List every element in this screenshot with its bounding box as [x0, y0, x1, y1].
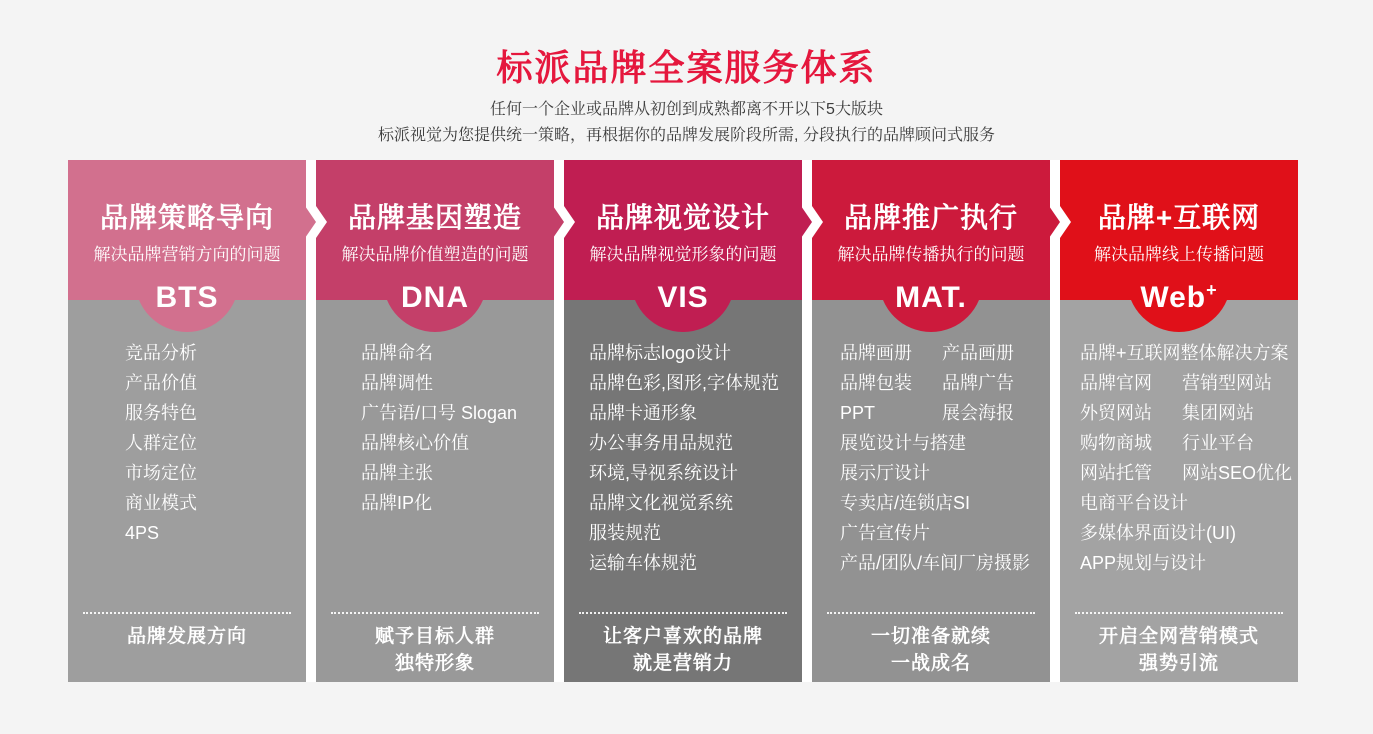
service-item-text: 网站托管: [1080, 463, 1152, 483]
service-item: [361, 398, 554, 428]
column-header: [316, 160, 554, 300]
column-code-text: DNA: [401, 281, 469, 314]
footer-line: 赋予目标人群: [374, 626, 495, 647]
footer-line: 品牌发展方向: [126, 626, 247, 647]
column-code-text: BTS: [155, 281, 219, 314]
column-subtitle: 解决品牌传播执行的问题: [837, 245, 1025, 264]
column-footer: [68, 614, 306, 682]
service-column: [812, 160, 1050, 682]
service-item-text: 多媒体界面设计(UI): [1080, 523, 1236, 543]
column-subtitle: 解决品牌营销方向的问题: [93, 245, 281, 264]
column-code-text: MAT.: [895, 281, 967, 314]
service-item: [125, 458, 306, 488]
service-item: [589, 338, 802, 368]
service-item-text: 环境,导视系统设计: [589, 463, 739, 483]
service-column: [1060, 160, 1298, 682]
column-body: [1060, 300, 1298, 682]
footer-line: 就是营销力: [632, 653, 733, 674]
service-item-text: 集团网站: [1182, 403, 1254, 423]
service-item: [1080, 518, 1298, 548]
service-item-text: 品牌核心价值: [361, 433, 469, 453]
service-item-text: 展览设计与搭建: [840, 433, 966, 453]
service-item-text: 购物商城: [1080, 433, 1152, 453]
service-item: [361, 488, 554, 518]
service-item: [840, 368, 1050, 398]
service-column: [68, 160, 306, 682]
service-item: [589, 548, 802, 578]
service-item-text: 电商平台设计: [1080, 493, 1188, 513]
service-item-text: 品牌色彩,图形,字体规范: [589, 373, 780, 393]
footer-line: 强势引流: [1138, 653, 1219, 674]
service-item: [840, 428, 1050, 458]
service-item-text: 专卖店/连锁店SI: [840, 493, 971, 513]
column-header: [812, 160, 1050, 300]
service-item-text: 运输车体规范: [589, 553, 697, 573]
service-list: [316, 300, 554, 612]
service-item: [1080, 488, 1298, 518]
service-item: [840, 458, 1050, 488]
service-item-text: 产品价值: [125, 373, 197, 393]
column-code: [564, 280, 802, 315]
service-column: [316, 160, 554, 682]
service-item-text: 展示厅设计: [840, 463, 930, 483]
service-item-text: 营销型网站: [1182, 373, 1272, 393]
service-item-text: 服务特色: [125, 403, 197, 423]
column-title: 品牌策略导向: [99, 202, 274, 233]
column-code: [68, 280, 306, 315]
service-column: [564, 160, 802, 682]
column-code: [812, 280, 1050, 315]
service-item-text: 广告语/口号 Slogan: [361, 403, 518, 423]
service-item-text: 品牌主张: [361, 463, 433, 483]
column-footer: [316, 614, 554, 682]
service-item-text: 办公事务用品规范: [589, 433, 733, 453]
service-item: [125, 488, 306, 518]
column-code: [316, 280, 554, 315]
service-item: [125, 368, 306, 398]
service-item-text: PPT: [840, 403, 876, 423]
service-item-text: 品牌+互联网整体解决方案: [1080, 343, 1289, 363]
service-item-text: 市场定位: [125, 463, 197, 483]
service-item-text: 品牌卡通形象: [589, 403, 697, 423]
service-list: [68, 300, 306, 612]
service-item: [589, 488, 802, 518]
service-item-text: 广告宣传片: [840, 523, 930, 543]
column-subtitle: 解决品牌线上传播问题: [1094, 245, 1264, 264]
column-code-text: VIS: [657, 281, 709, 314]
page-subtitle-1: 任何一个企业或品牌从初创到成熟都离不开以下5大版块: [490, 101, 883, 118]
service-item-text: 品牌IP化: [361, 493, 433, 513]
service-item-text: 品牌文化视觉系统: [589, 493, 733, 513]
service-item: [125, 338, 306, 368]
service-item-text: 品牌命名: [361, 343, 433, 363]
column-code-text: Web: [1140, 281, 1207, 314]
column-code: [1060, 280, 1298, 315]
service-item: [125, 518, 306, 548]
column-title: 品牌推广执行: [843, 202, 1018, 233]
service-columns: [68, 160, 1298, 682]
service-item-text: 商业模式: [125, 493, 197, 513]
service-item-text: 网站SEO优化: [1182, 463, 1293, 483]
column-body: [316, 300, 554, 682]
column-body: [564, 300, 802, 682]
column-title: 品牌基因塑造: [347, 202, 522, 233]
service-item: [589, 518, 802, 548]
service-item-text: 品牌包装: [840, 373, 912, 393]
service-item-text: APP规划与设计: [1080, 553, 1207, 573]
service-item-text: 4PS: [125, 523, 160, 543]
service-item: [840, 518, 1050, 548]
service-item-text: 产品画册: [942, 343, 1014, 363]
column-code-superscript: +: [1206, 280, 1218, 300]
column-title: 品牌视觉设计: [595, 202, 770, 233]
service-item-text: 人群定位: [125, 433, 197, 453]
service-item-text: 品牌画册: [840, 343, 912, 363]
service-item: [1080, 428, 1298, 458]
column-body: [68, 300, 306, 682]
service-item-text: 竞品分析: [125, 343, 197, 363]
service-item-text: 产品/团队/车间厂房摄影: [840, 553, 1031, 573]
footer-line: 开启全网营销模式: [1098, 626, 1259, 647]
column-header: [564, 160, 802, 300]
service-item: [1080, 338, 1298, 368]
service-item: [125, 398, 306, 428]
service-item: [361, 338, 554, 368]
footer-line: 一战成名: [890, 653, 971, 674]
service-item: [840, 338, 1050, 368]
service-item: [1080, 548, 1298, 578]
service-item: [589, 398, 802, 428]
footer-line: 独特形象: [394, 653, 475, 674]
service-item: [840, 398, 1050, 428]
column-header: [68, 160, 306, 300]
service-item-text: 服装规范: [589, 523, 661, 543]
service-item: [589, 428, 802, 458]
service-item: [1080, 398, 1298, 428]
service-item: [1080, 458, 1298, 488]
column-subtitle: 解决品牌价值塑造的问题: [341, 245, 529, 264]
service-list: [1060, 300, 1298, 612]
service-item-text: 品牌广告: [942, 373, 1014, 393]
page-title: 标派品牌全案服务体系: [496, 47, 877, 88]
service-item: [840, 548, 1050, 578]
service-list: [564, 300, 802, 612]
column-footer: [1060, 614, 1298, 682]
column-header: [1060, 160, 1298, 300]
footer-line: 让客户喜欢的品牌: [602, 626, 763, 647]
service-item-text: 展会海报: [942, 403, 1014, 423]
service-item: [361, 458, 554, 488]
page-subtitle-2: 标派视觉为您提供统一策略，再根据你的品牌发展阶段所需, 分段执行的品牌顾问式服务: [378, 127, 995, 144]
column-body: [812, 300, 1050, 682]
service-item: [125, 428, 306, 458]
service-item-text: 品牌调性: [361, 373, 433, 393]
column-footer: [564, 614, 802, 682]
column-title: 品牌+互联网: [1097, 202, 1261, 233]
service-item: [589, 458, 802, 488]
service-item-text: 外贸网站: [1080, 403, 1152, 423]
footer-line: 一切准备就续: [870, 626, 991, 647]
service-item-text: 行业平台: [1182, 433, 1254, 453]
service-item: [1080, 368, 1298, 398]
service-list: [812, 300, 1050, 612]
column-footer: [812, 614, 1050, 682]
service-item-text: 品牌标志logo设计: [589, 343, 732, 363]
service-item: [589, 368, 802, 398]
service-item: [361, 428, 554, 458]
service-item-text: 品牌官网: [1080, 373, 1152, 393]
service-item: [840, 488, 1050, 518]
column-subtitle: 解决品牌视觉形象的问题: [589, 245, 777, 264]
service-item: [361, 368, 554, 398]
